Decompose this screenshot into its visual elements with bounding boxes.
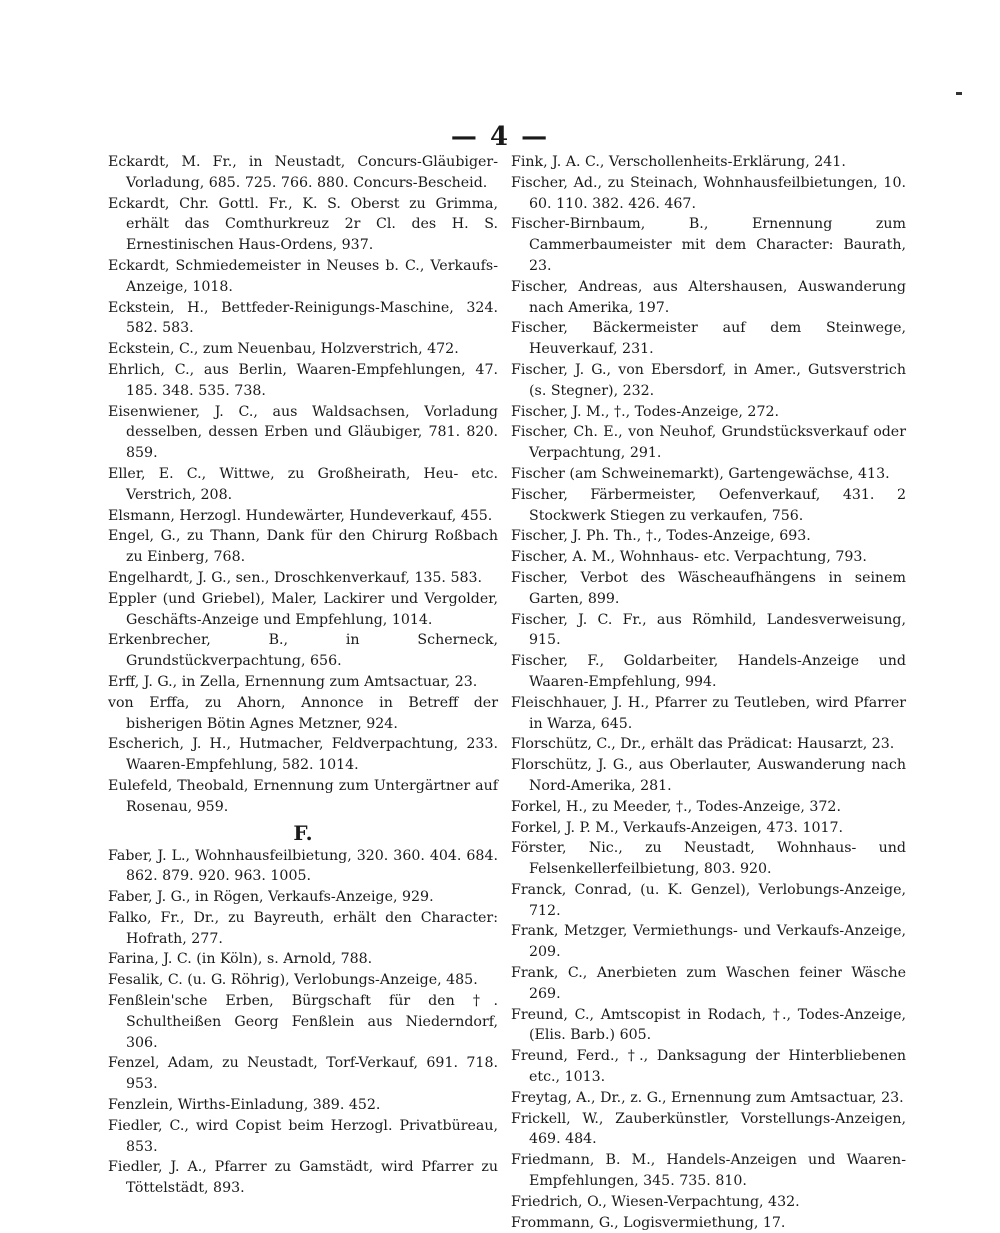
index-entry: Eckardt, M. Fr., in Neustadt, Concurs-Gläubiger-Vorladung, 685. 725. 766. 880. Concurs-Bescheid. — [108, 154, 498, 191]
index-entry: Fischer, Färbermeister, Oefenverkauf, 431. 2 Stockwerk Stiegen zu verkaufen, 756. — [511, 486, 906, 524]
index-entry: Forkel, H., zu Meeder, †., Todes-Anzeige, 372. — [511, 798, 841, 815]
right-entries — [511, 152, 906, 1233]
index-entry: Erkenbrecher, B., in Scherneck, Grundstückverpachtung, 656. — [108, 632, 498, 670]
left-column — [108, 152, 498, 1199]
index-entry: Franck, Conrad, (u. K. Genzel), Verlobungs-Anzeige, 712. — [511, 881, 906, 919]
index-entry: Eulefeld, Theobald, Ernennung zum Untergärtner auf Rosenau, 959. — [108, 777, 498, 815]
index-entry: Frickell, W., Zauberkünstler, Vorstellungs-Anzeigen, 469. 484. — [511, 1110, 906, 1148]
index-entry: Eppler (und Griebel), Maler, Lackirer und Vergolder, Geschäfts-Anzeige und Empfehlung, 1014. — [108, 590, 498, 628]
index-entry: Eller, E. C., Wittwe, zu Großheirath, Heu- etc. Verstrich, 208. — [108, 465, 498, 503]
index-entry: Eckardt, Schmiedemeister in Neuses b. C., Verkaufs-Anzeige, 1018. — [108, 257, 498, 295]
index-entry: Fink, J. A. C., Verschollenheits-Erklärung, 241. — [511, 154, 846, 170]
index-entry: Erff, J. G., in Zella, Ernennung zum Amtsactuar, 23. — [108, 673, 478, 690]
index-entry: Eckstein, H., Bettfeder-Reinigungs-Maschine, 324. 582. 583. — [108, 299, 498, 337]
index-entry: Fischer, Ad., zu Steinach, Wohnhausfeilbietungen, 10. 60. 110. 382. 426. 467. — [511, 174, 906, 212]
index-entry: Frommann, G., Logisvermiethung, 17. — [511, 1214, 786, 1231]
index-entry: Fischer, J. M., †., Todes-Anzeige, 272. — [511, 403, 780, 420]
left-entries-f — [108, 846, 498, 1200]
index-entry: Fiedler, J. A., Pfarrer zu Gamstädt, wird Pfarrer zu Töttelstädt, 893. — [108, 1159, 498, 1197]
index-entry: Friedmann, B. M., Handels-Anzeigen und Waaren-Empfehlungen, 345. 735. 810. — [511, 1152, 906, 1190]
page-number: — 4 — — [450, 122, 550, 152]
index-entry: Forkel, J. P. M., Verkaufs-Anzeigen, 473. 1017. — [511, 819, 844, 836]
index-entry: Freund, C., Amtscopist in Rodach, †., Todes-Anzeige, (Elis. Barb.) 605. — [511, 1006, 906, 1044]
index-entry: Fischer, J. Ph. Th., †., Todes-Anzeige, 693. — [511, 528, 811, 545]
index-entry: Fischer, Andreas, aus Altershausen, Auswanderung nach Amerika, 197. — [511, 278, 906, 316]
index-entry: Fenzel, Adam, zu Neustadt, Torf-Verkauf, 691. 718. 953. — [108, 1055, 498, 1093]
index-entry: Fenßlein'sche Erben, Bürgschaft für den †. Schultheißen Georg Fenßlein aus Niederndorf, 306. — [108, 993, 498, 1051]
index-entry: Fischer, Ch. E., von Neuhof, Grundstücksverkauf oder Verpachtung, 291. — [511, 424, 906, 462]
index-entry: Farina, J. C. (in Köln), s. Arnold, 788. — [108, 951, 373, 968]
index-entry: Freund, Ferd., †., Danksagung der Hinterbliebenen etc., 1013. — [511, 1048, 906, 1086]
index-entry: Eckardt, Chr. Gottl. Fr., K. S. Oberst zu Grimma, erhält das Comthurkreuz 2r Cl. des H. S. Ernestinischen Haus-Ordens, 937. — [108, 195, 498, 254]
index-entry: Eckstein, C., zum Neuenbau, Holzverstrich, 472. — [108, 341, 459, 358]
left-entries-e — [108, 152, 498, 818]
index-entry: Fischer-Birnbaum, B., Ernennung zum Cammerbaumeister mit dem Character: Baurath, 23. — [511, 216, 906, 274]
index-entry: Ehrlich, C., aus Berlin, Waaren-Empfehlungen, 47. 185. 348. 535. 738. — [108, 361, 498, 399]
index-entry: Förster, Nic., zu Neustadt, Wohnhaus- und Felsenkellerfeilbietung, 803. 920. — [511, 840, 906, 878]
index-entry: Fischer, Bäckermeister auf dem Steinwege, Heuverkauf, 231. — [511, 320, 906, 358]
index-entry: Fleischhauer, J. H., Pfarrer zu Teutleben, wird Pfarrer in Warza, 645. — [511, 694, 906, 732]
index-entry: Fenzlein, Wirths-Einladung, 389. 452. — [108, 1097, 381, 1114]
index-entry: Engelhardt, J. G., sen., Droschkenverkauf, 135. 583. — [108, 569, 483, 586]
index-entry: Fiedler, C., wird Copist beim Herzogl. Privatbüreau, 853. — [108, 1117, 498, 1155]
index-entry: Falko, Fr., Dr., zu Bayreuth, erhält den Character: Hofrath, 277. — [108, 909, 498, 947]
index-entry: Frank, C., Anerbieten zum Waschen feiner Wäsche 269. — [511, 965, 906, 1002]
index-entry: Fischer, A. M., Wohnhaus- etc. Verpachtung, 793. — [511, 549, 867, 566]
index-entry: Freytag, A., Dr., z. G., Ernennung zum Amtsactuar, 23. — [511, 1089, 904, 1106]
right-column — [511, 152, 906, 1233]
letter-heading: F. — [293, 820, 313, 845]
index-entry: Fischer, J. G., von Ebersdorf, in Amer., Gutsverstrich (s. Stegner), 232. — [511, 361, 906, 399]
index-entry: Florschütz, C., Dr., erhält das Prädicat: Hausarzt, 23. — [511, 736, 895, 753]
index-entry: Faber, J. L., Wohnhausfeilbietung, 320. 360. 404. 684. 862. 879. 920. 963. 1005. — [108, 847, 498, 885]
index-entry: Florschütz, J. G., aus Oberlauter, Auswanderung nach Nord-Amerika, 281. — [511, 757, 906, 794]
index-entry: von Erffa, zu Ahorn, Annonce in Betreff der bisherigen Bötin Agnes Metzner, 924. — [108, 694, 498, 732]
index-entry: Fischer, J. C. Fr., aus Römhild, Landesverweisung, 915. — [511, 611, 906, 649]
index-entry: Fesalik, C. (u. G. Röhrig), Verlobungs-Anzeige, 485. — [108, 972, 478, 989]
index-entry: Eisenwiener, J. C., aus Waldsachsen, Vorladung desselben, dessen Erben und Gläubiger, 781. 820. 859. — [108, 403, 498, 462]
index-entry: Engel, G., zu Thann, Dank für den Chirurg Roßbach zu Einberg, 768. — [108, 528, 498, 566]
index-entry: Fischer, Verbot des Wäscheaufhängens in seinem Garten, 899. — [511, 569, 906, 607]
index-entry: Frank, Metzger, Vermiethungs- und Verkaufs-Anzeige, 209. — [511, 923, 906, 961]
index-entry: Elsmann, Herzogl. Hundewärter, Hundeverkauf, 455. — [108, 507, 493, 524]
index-entry: Faber, J. G., in Rögen, Verkaufs-Anzeige, 929. — [108, 889, 434, 906]
index-entry: Friedrich, O., Wiesen-Verpachtung, 432. — [511, 1193, 800, 1210]
index-entry: Fischer, F., Goldarbeiter, Handels-Anzeige und Waaren-Empfehlung, 994. — [511, 653, 906, 690]
index-entry: Fischer (am Schweinemarkt), Gartengewächse, 413. — [511, 465, 890, 482]
index-entry: Escherich, J. H., Hutmacher, Feldverpachtung, 233. Waaren-Empfehlung, 582. 1014. — [108, 736, 498, 774]
stray-mark — [956, 92, 962, 95]
